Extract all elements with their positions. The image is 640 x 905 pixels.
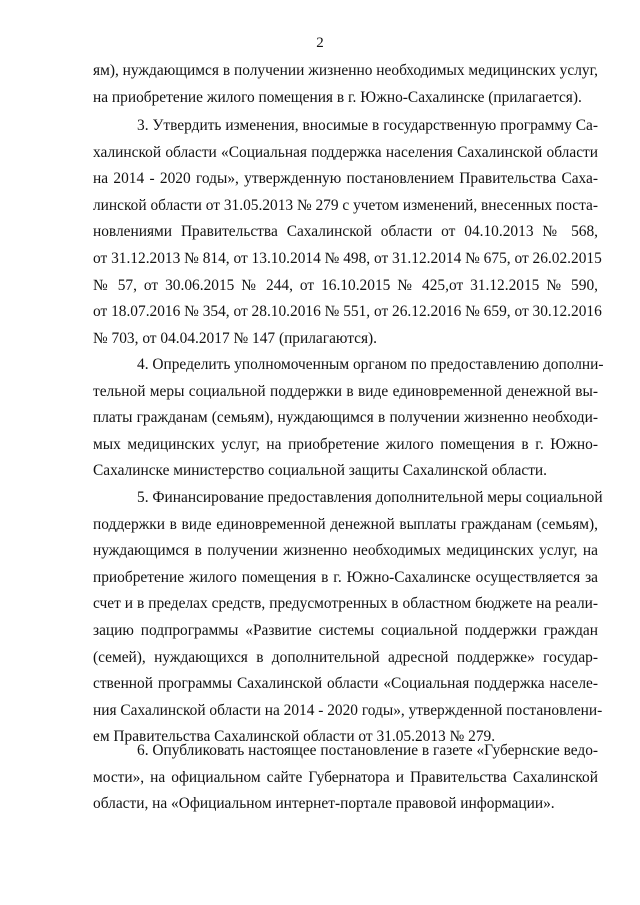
text-line: на 2014 - 2020 годы», утвержденную постановлением Правительства Саха- (93, 170, 598, 188)
text-line: ем Правительства Сахалинской области от 31.05.2013 № 279. (93, 728, 496, 746)
text-line: от 31.12.2013 № 814, от 13.10.2014 № 498, от 31.12.2014 № 675, от 26.02.2015 (93, 249, 602, 267)
text-line: 6. Опубликовать настоящее постановление в газете «Губернские ведо- (137, 742, 599, 759)
text-line: халинской области «Социальная поддержка населения Сахалинской области (93, 143, 598, 161)
text-line: мых медицинских услуг, на приобретение жилого помещения в г. Южно- (93, 435, 598, 453)
text-line: платы гражданам (семьям), нуждающимся в получении жизненно необходи- (93, 409, 598, 427)
text-line: № 57, от 30.06.2015 № 244, от 16.10.2015 № 425,от 31.12.2015 № 590, (93, 276, 598, 294)
paragraph-item-6 (93, 738, 598, 818)
text-line: тельной меры социальной поддержки в виде единовременной денежной вы- (93, 382, 598, 400)
text-line: на приобретение жилого помещения в г. Южно-Сахалинске (прилагается). (93, 88, 582, 106)
text-line: ственной программы Сахалинской области «Социальная поддержка населе- (93, 675, 598, 693)
text-line: нуждающимся в получении жизненно необходимых медицинских услуг, на (93, 542, 598, 560)
text-line: ния Сахалинской области на 2014 - 2020 годы», утвержденной постановлени- (93, 701, 603, 719)
text-line: новлениями Правительства Сахалинской области от 04.10.2013 № 568, (93, 223, 598, 241)
text-line: поддержки в виде единовременной денежной выплаты гражданам (семьям), (93, 515, 598, 533)
text-line: ям), нуждающимся в получении жизненно необходимых медицинских услуг, (93, 62, 598, 79)
text-line: 5. Финансирование предоставления дополнительной меры социальной (137, 489, 603, 506)
text-line: (семей), нуждающихся в дополнительной адресной поддержке» государ- (93, 648, 598, 666)
text-line: зацию подпрограммы «Развитие системы социальной поддержки граждан (93, 621, 598, 639)
text-line: линской области от 31.05.2013 № 279 с учетом изменений, внесенных поста- (93, 196, 598, 214)
paragraph-item-4 (93, 352, 604, 485)
paragraph-item-3 (93, 113, 602, 352)
paragraph-item-5 (93, 485, 603, 751)
paragraph-continuation (93, 58, 598, 111)
page-number: 2 (316, 35, 324, 51)
text-line: счет и в пределах средств, предусмотренных в областном бюджете на реали- (93, 595, 598, 613)
text-line: области, на «Официальном интернет-портале правовой информации». (93, 795, 555, 813)
text-line: приобретение жилого помещения в г. Южно-Сахалинске осуществляется за (93, 568, 598, 586)
text-line: от 18.07.2016 № 354, от 28.10.2016 № 551, от 26.12.2016 № 659, от 30.12.2016 (93, 303, 602, 321)
text-line: Сахалинске министерство социальной защиты Сахалинской области. (93, 462, 548, 480)
text-line: 4. Определить уполномоченным органом по предоставлению дополни- (137, 356, 604, 373)
text-line: № 703, от 04.04.2017 № 147 (прилагаются). (93, 329, 377, 347)
text-line: 3. Утвердить изменения, вносимые в государственную программу Са- (137, 117, 598, 134)
text-line: мости», на официальном сайте Губернатора и Правительства Сахалинской (93, 768, 598, 786)
